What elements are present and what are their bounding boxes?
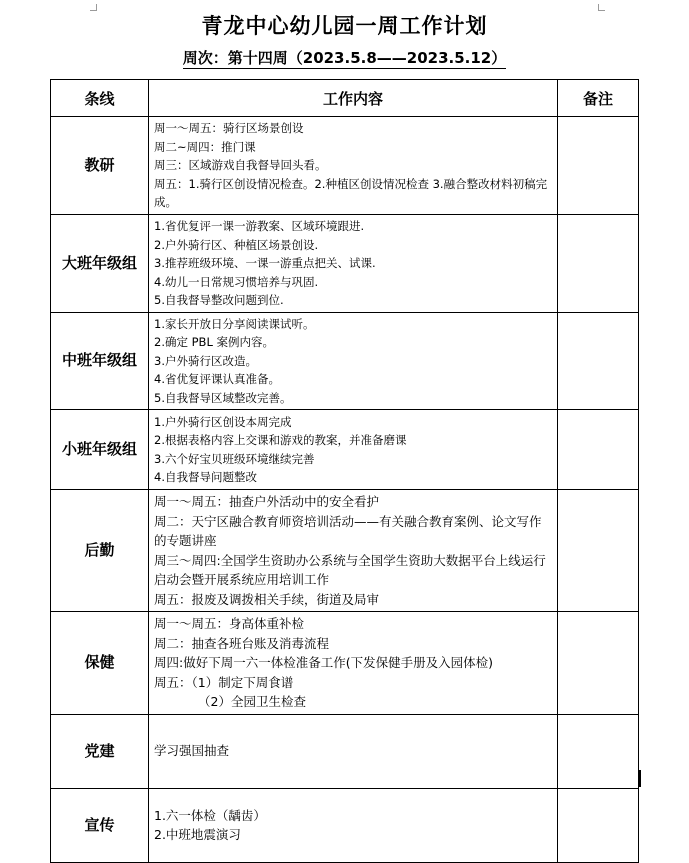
content-line: 周五：（1）制定下周食谱 xyxy=(154,674,294,690)
work-plan-table xyxy=(50,79,639,863)
category-cell: 中班年级组 xyxy=(51,312,149,410)
row-publicity xyxy=(51,788,639,862)
note-cell xyxy=(558,612,639,715)
content-line: 周三：区域游戏自我督导回头看。 xyxy=(154,158,327,173)
category-cell: 教研 xyxy=(51,117,149,215)
note-cell xyxy=(558,215,639,313)
content-line: 2.根据表格内容上交课和游戏的教案，并准备磨课 xyxy=(154,433,407,447)
content-cell xyxy=(149,215,558,313)
category-cell: 保健 xyxy=(51,612,149,715)
content-cell xyxy=(149,714,558,788)
text-cursor xyxy=(639,770,641,787)
note-cell xyxy=(558,117,639,215)
content-line: 2.户外骑行区、种植区场景创设. xyxy=(154,237,319,252)
content-cell xyxy=(149,490,558,612)
note-cell xyxy=(558,788,639,862)
content-line: 周五：报废及调拨相关手续，街道及局审 xyxy=(154,591,380,607)
note-cell xyxy=(558,490,639,612)
content-line: 3.推荐班级环境、一课一游重点把关、试课. xyxy=(154,256,376,270)
content-line: 4.省优复评课认真准备。 xyxy=(154,372,280,386)
content-line: 1.六一体检（龋齿） xyxy=(154,807,266,823)
content-line: 3.户外骑行区改造。 xyxy=(154,353,257,368)
category-cell: 后勤 xyxy=(51,490,149,612)
content-line: 1.省优复评一课一游教案、区域环境跟进. xyxy=(154,219,365,233)
header-note: 备注 xyxy=(558,80,639,117)
header-category: 条线 xyxy=(51,80,149,117)
row-healthcare xyxy=(51,612,639,715)
header-row xyxy=(51,80,639,117)
category-cell: 大班年级组 xyxy=(51,215,149,313)
content-line: 周一～周五：骑行区场景创设 xyxy=(154,121,304,136)
category-cell: 党建 xyxy=(51,714,149,788)
note-cell xyxy=(558,410,639,490)
category-cell: 宣传 xyxy=(51,788,149,862)
content-cell xyxy=(149,312,558,410)
content-line: 周一～周五：身高体重补检 xyxy=(154,616,305,631)
header-content: 工作内容 xyxy=(149,80,558,117)
content-line: 3.六个好宝贝班级环境继续完善 xyxy=(154,451,315,466)
content-cell xyxy=(149,410,558,490)
content-line: 周二：抽查各班台账及消毒流程 xyxy=(154,635,330,651)
note-cell xyxy=(558,714,639,788)
content-line: 4.幼儿一日常规习惯培养与巩固. xyxy=(154,274,319,289)
content-cell xyxy=(149,612,558,715)
content-line: 周二~周四：推门课 xyxy=(154,139,256,154)
content-line: 1.户外骑行区创设本周完成 xyxy=(154,414,292,429)
content-line: 2.中班地震演习 xyxy=(154,827,241,842)
document-title: 青龙中心幼儿园一周工作计划 xyxy=(201,13,488,38)
content-line: 周一～周五：抽查户外活动中的安全看护 xyxy=(154,494,380,509)
content-cell xyxy=(149,117,558,215)
content-line: 5.自我督导整改问题到位. xyxy=(154,293,284,307)
content-line: 周四:做好下周一六一体检准备工作(下发保健手册及入园体检) xyxy=(154,655,493,670)
content-line: 2.确定 PBL 案例内容。 xyxy=(154,335,275,349)
row-junior-group xyxy=(51,410,639,490)
content-line: 周三～周四:全国学生资助办公系统与全国学生资助大数据平台上线运行启动会暨开展系统应用培训工作 xyxy=(154,552,546,587)
row-party xyxy=(51,714,639,788)
content-line: （2）全园卫生检查 xyxy=(198,694,306,709)
content-line: 5.自我督导区域整改完善。 xyxy=(154,390,292,405)
content-line: 周二：天宁区融合教育师资培训活动——有关融合教育案例、论文写作的专题讲座 xyxy=(154,513,542,548)
content-line: 1.家长开放日分享阅读课试听。 xyxy=(154,316,315,331)
row-senior-group xyxy=(51,215,639,313)
week-label xyxy=(0,47,689,68)
week-text: 周次：第十四周（2023.5.8——2023.5.12） xyxy=(182,49,507,67)
row-jiaoyan xyxy=(51,117,639,215)
row-middle-group xyxy=(51,312,639,410)
content-line: 周五：1.骑行区创设情况检查。2.种植区创设情况检查 3.融合整改材料初稿完成。 xyxy=(154,176,548,210)
row-logistics xyxy=(51,490,639,612)
content-line: 4.自我督导问题整改 xyxy=(154,470,257,484)
content-line: 学习强国抽查 xyxy=(154,743,230,759)
note-cell xyxy=(558,312,639,410)
content-cell xyxy=(149,788,558,862)
category-cell: 小班年级组 xyxy=(51,410,149,490)
